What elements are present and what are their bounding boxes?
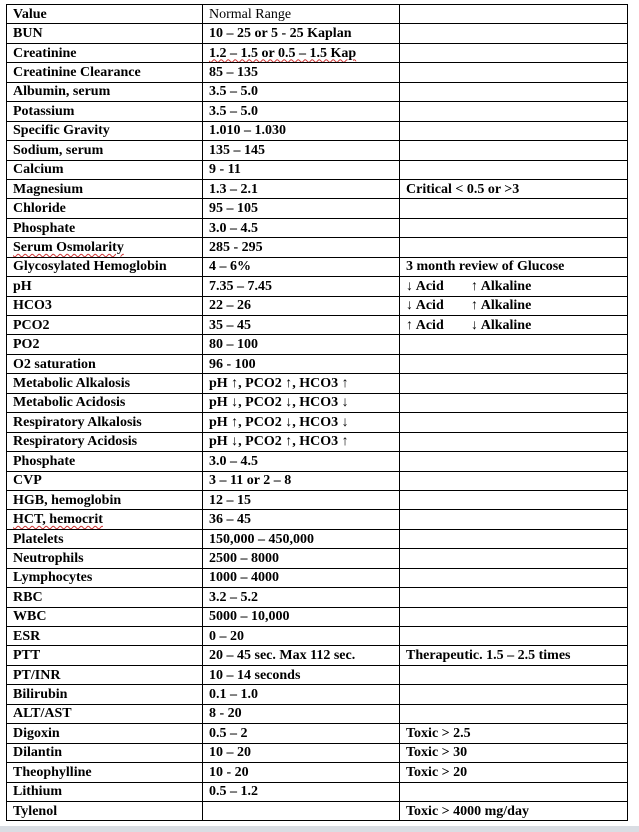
- value-name-text: HCT, hemocrit: [13, 512, 103, 528]
- notes: [400, 627, 628, 646]
- notes: [400, 335, 628, 354]
- notes: [400, 374, 628, 393]
- value-name: Creatinine Clearance: [7, 63, 203, 82]
- value-name: O2 saturation: [7, 354, 203, 373]
- normal-range: 10 – 14 seconds: [203, 665, 400, 684]
- value-name: WBC: [7, 607, 203, 626]
- value-name: PCO2: [7, 316, 203, 335]
- table-row: [7, 199, 628, 218]
- table-row: [7, 316, 628, 335]
- normal-range: 1.3 – 2.1: [203, 179, 400, 198]
- normal-range: 3.5 – 5.0: [203, 102, 400, 121]
- notes: [400, 141, 628, 160]
- notes: [400, 63, 628, 82]
- normal-range: 35 – 45: [203, 316, 400, 335]
- table-row: [7, 627, 628, 646]
- normal-range: 150,000 – 450,000: [203, 529, 400, 548]
- alkaline-direction: ↑ Alkaline: [471, 298, 532, 314]
- normal-range: 3.0 – 4.5: [203, 218, 400, 237]
- value-name: Phosphate: [7, 452, 203, 471]
- normal-range: pH ↓, PCO2 ↑, HCO3 ↑: [203, 432, 400, 451]
- header-notes: [400, 5, 628, 24]
- value-name: BUN: [7, 24, 203, 43]
- notes: Toxic > 4000 mg/day: [400, 801, 628, 820]
- value-name-text: Serum Osmolarity: [13, 239, 124, 255]
- value-name: pH: [7, 277, 203, 296]
- table-row: [7, 354, 628, 373]
- notes: [400, 82, 628, 101]
- normal-range: 3.2 – 5.2: [203, 588, 400, 607]
- notes: [400, 665, 628, 684]
- notes: [400, 43, 628, 62]
- value-name: Phosphate: [7, 218, 203, 237]
- notes: [400, 490, 628, 509]
- notes: Therapeutic. 1.5 – 2.5 times: [400, 646, 628, 665]
- notes: [400, 296, 628, 315]
- notes: [400, 607, 628, 626]
- table-row: [7, 277, 628, 296]
- notes: [400, 413, 628, 432]
- value-name: Neutrophils: [7, 549, 203, 568]
- value-name: Glycosylated Hemoglobin: [7, 257, 203, 276]
- normal-range: 0.5 – 2: [203, 724, 400, 743]
- normal-range: 1.010 – 1.030: [203, 121, 400, 140]
- table-row: [7, 179, 628, 198]
- table-row: [7, 102, 628, 121]
- normal-range: 9 - 11: [203, 160, 400, 179]
- normal-range: 22 – 26: [203, 296, 400, 315]
- header-normal-range: Normal Range: [203, 5, 400, 24]
- notes: [400, 277, 628, 296]
- table-row: [7, 724, 628, 743]
- value-name: Bilirubin: [7, 685, 203, 704]
- table-row: [7, 490, 628, 509]
- notes: [400, 393, 628, 412]
- notes: [400, 199, 628, 218]
- table-row: [7, 24, 628, 43]
- normal-range-text: 1.2 – 1.5 or 0.5 – 1.5 Kap: [209, 45, 357, 61]
- normal-range: 0.5 – 1.2: [203, 782, 400, 801]
- acid-direction: ↓ Acid: [406, 298, 444, 314]
- notes: [400, 510, 628, 529]
- table-row: [7, 160, 628, 179]
- alkaline-direction: ↓ Alkaline: [471, 317, 532, 333]
- table-row: [7, 452, 628, 471]
- value-name: Respiratory Acidosis: [7, 432, 203, 451]
- normal-range: 0 – 20: [203, 627, 400, 646]
- table-row: [7, 43, 628, 62]
- header-value: Value: [7, 5, 203, 24]
- table-header-row: [7, 5, 628, 24]
- notes: [400, 549, 628, 568]
- table-row: [7, 413, 628, 432]
- table-row: [7, 257, 628, 276]
- table-row: [7, 665, 628, 684]
- notes: [400, 452, 628, 471]
- notes: Toxic > 20: [400, 763, 628, 782]
- notes: [400, 160, 628, 179]
- notes: [400, 588, 628, 607]
- lab-values-sheet: [6, 4, 628, 821]
- value-name: Digoxin: [7, 724, 203, 743]
- normal-range: 1000 – 4000: [203, 568, 400, 587]
- normal-range: 10 – 25 or 5 - 25 Kaplan: [203, 24, 400, 43]
- value-name: Lymphocytes: [7, 568, 203, 587]
- normal-range: [203, 43, 400, 62]
- notes: [400, 238, 628, 257]
- value-name: Specific Gravity: [7, 121, 203, 140]
- value-name: Metabolic Alkalosis: [7, 374, 203, 393]
- value-name: [7, 238, 203, 257]
- normal-range: 95 – 105: [203, 199, 400, 218]
- notes: [400, 685, 628, 704]
- table-row: [7, 471, 628, 490]
- table-row: [7, 782, 628, 801]
- notes: [400, 529, 628, 548]
- value-name: Dilantin: [7, 743, 203, 762]
- value-name: Theophylline: [7, 763, 203, 782]
- value-name: Tylenol: [7, 801, 203, 820]
- table-row: [7, 393, 628, 412]
- normal-range: 3.5 – 5.0: [203, 82, 400, 101]
- value-name: [7, 510, 203, 529]
- normal-range: 10 - 20: [203, 763, 400, 782]
- normal-range: pH ↑, PCO2 ↓, HCO3 ↓: [203, 413, 400, 432]
- notes: [400, 432, 628, 451]
- normal-range: 8 - 20: [203, 704, 400, 723]
- value-name: Potassium: [7, 102, 203, 121]
- table-row: [7, 141, 628, 160]
- value-name: RBC: [7, 588, 203, 607]
- normal-range: 36 – 45: [203, 510, 400, 529]
- notes: [400, 782, 628, 801]
- value-name: HCO3: [7, 296, 203, 315]
- table-row: [7, 685, 628, 704]
- notes: Toxic > 30: [400, 743, 628, 762]
- table-row: [7, 568, 628, 587]
- value-name: PTT: [7, 646, 203, 665]
- value-name: Respiratory Alkalosis: [7, 413, 203, 432]
- notes: [400, 471, 628, 490]
- normal-range: 2500 – 8000: [203, 549, 400, 568]
- value-name: Lithium: [7, 782, 203, 801]
- value-name: Platelets: [7, 529, 203, 548]
- normal-range: [203, 801, 400, 820]
- table-row: [7, 510, 628, 529]
- normal-range: 3 – 11 or 2 – 8: [203, 471, 400, 490]
- normal-range: 5000 – 10,000: [203, 607, 400, 626]
- alkaline-direction: ↑ Alkaline: [471, 278, 532, 294]
- table-row: [7, 743, 628, 762]
- normal-range: 85 – 135: [203, 63, 400, 82]
- normal-range: 7.35 – 7.45: [203, 277, 400, 296]
- table-row: [7, 432, 628, 451]
- value-name: Magnesium: [7, 179, 203, 198]
- table-row: [7, 238, 628, 257]
- table-row: [7, 763, 628, 782]
- value-name: Calcium: [7, 160, 203, 179]
- normal-range: 80 – 100: [203, 335, 400, 354]
- window-bottom-edge: [0, 826, 639, 832]
- normal-range: 3.0 – 4.5: [203, 452, 400, 471]
- normal-range: 135 – 145: [203, 141, 400, 160]
- normal-range: 20 – 45 sec. Max 112 sec.: [203, 646, 400, 665]
- notes: 3 month review of Glucose: [400, 257, 628, 276]
- notes: [400, 121, 628, 140]
- notes: [400, 102, 628, 121]
- normal-range: pH ↓, PCO2 ↓, HCO3 ↓: [203, 393, 400, 412]
- table-row: [7, 121, 628, 140]
- table-row: [7, 374, 628, 393]
- table-row: [7, 607, 628, 626]
- value-name: CVP: [7, 471, 203, 490]
- table-row: [7, 82, 628, 101]
- notes: [400, 24, 628, 43]
- value-name: ESR: [7, 627, 203, 646]
- notes: [400, 316, 628, 335]
- normal-range: 285 - 295: [203, 238, 400, 257]
- notes: [400, 218, 628, 237]
- notes: [400, 354, 628, 373]
- value-name: Albumin, serum: [7, 82, 203, 101]
- value-name: PT/INR: [7, 665, 203, 684]
- notes: [400, 568, 628, 587]
- normal-range: 10 – 20: [203, 743, 400, 762]
- acid-direction: ↑ Acid: [406, 317, 444, 333]
- value-name: ALT/AST: [7, 704, 203, 723]
- table-row: [7, 296, 628, 315]
- table-row: [7, 801, 628, 820]
- normal-range: pH ↑, PCO2 ↑, HCO3 ↑: [203, 374, 400, 393]
- value-name: Sodium, serum: [7, 141, 203, 160]
- notes: [400, 704, 628, 723]
- table-row: [7, 646, 628, 665]
- normal-range: 96 - 100: [203, 354, 400, 373]
- table-row: [7, 218, 628, 237]
- normal-range: 12 – 15: [203, 490, 400, 509]
- acid-direction: ↓ Acid: [406, 278, 444, 294]
- table-row: [7, 704, 628, 723]
- value-name: HGB, hemoglobin: [7, 490, 203, 509]
- normal-range: 0.1 – 1.0: [203, 685, 400, 704]
- notes: Critical < 0.5 or >3: [400, 179, 628, 198]
- table-row: [7, 529, 628, 548]
- lab-values-table: [6, 4, 628, 821]
- value-name: Metabolic Acidosis: [7, 393, 203, 412]
- value-name: PO2: [7, 335, 203, 354]
- table-row: [7, 588, 628, 607]
- value-name: Creatinine: [7, 43, 203, 62]
- notes: Toxic > 2.5: [400, 724, 628, 743]
- table-row: [7, 63, 628, 82]
- table-row: [7, 335, 628, 354]
- table-row: [7, 549, 628, 568]
- normal-range: 4 – 6%: [203, 257, 400, 276]
- value-name: Chloride: [7, 199, 203, 218]
